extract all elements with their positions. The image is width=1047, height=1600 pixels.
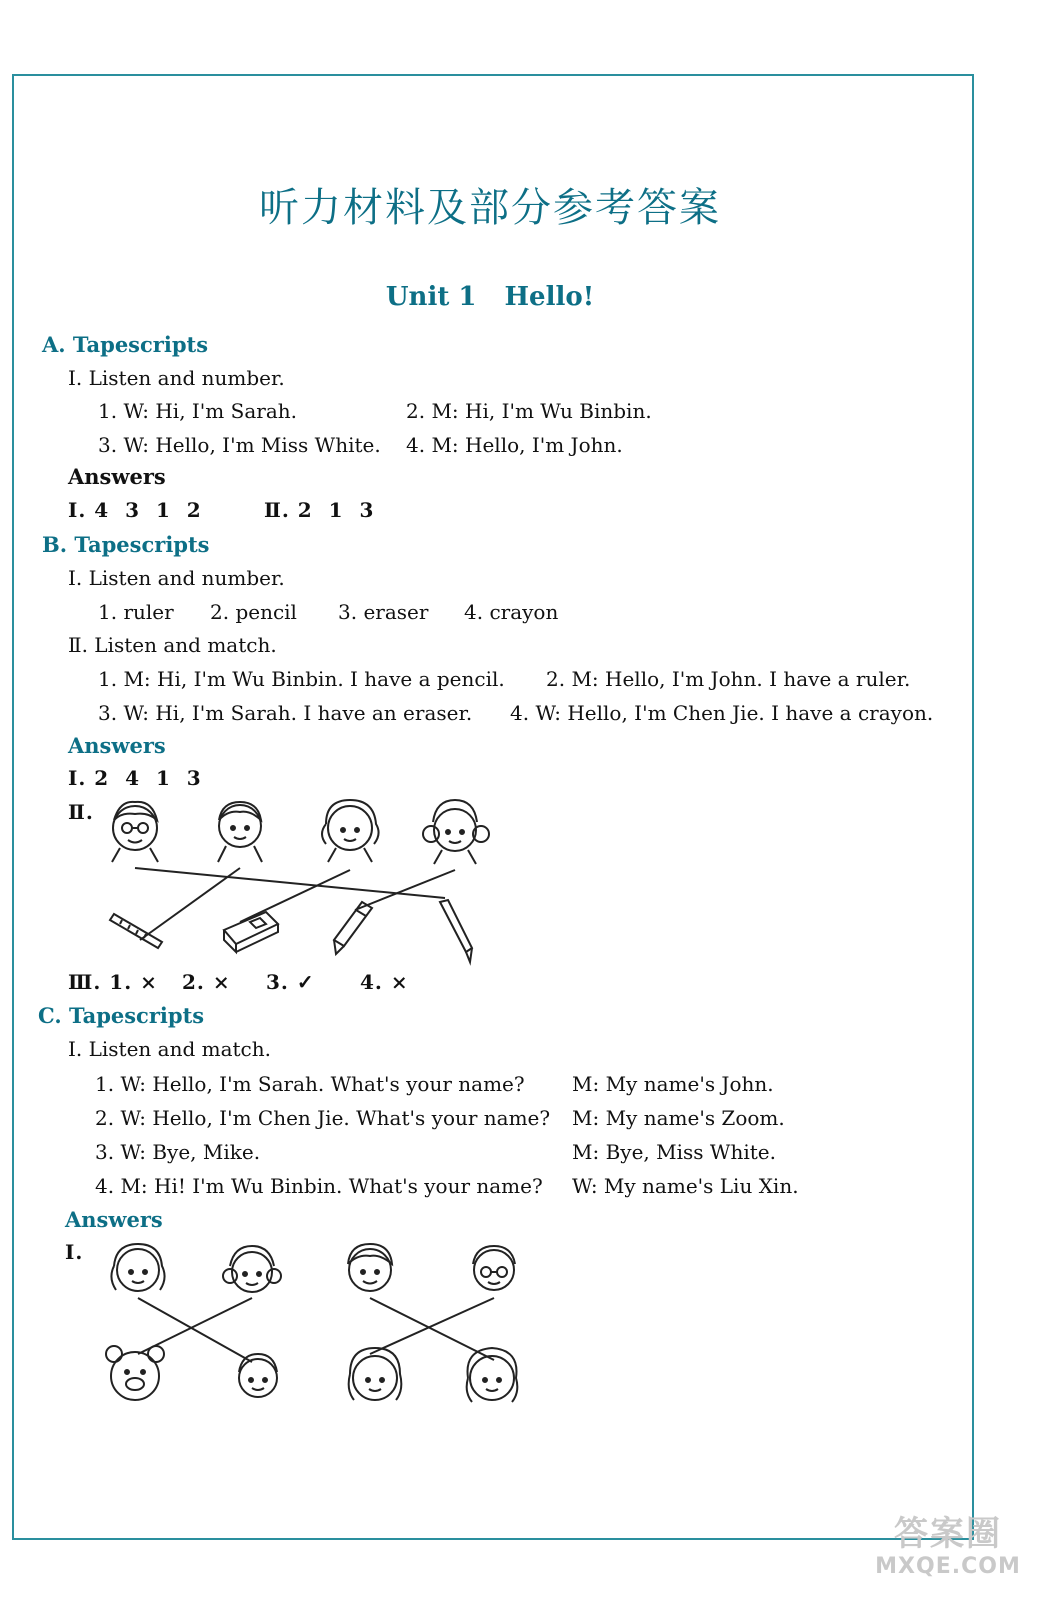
bear-zoom-face	[106, 1346, 164, 1400]
section-c-right-2: M: My name's Zoom.	[572, 1106, 785, 1130]
section-b-answer-1: Ⅰ. 2 4 1 3	[68, 766, 202, 790]
girl-buns-face	[423, 800, 489, 864]
section-b-answer-2-label: Ⅱ.	[68, 800, 94, 824]
section-a-answers-label: Answers	[68, 464, 166, 489]
section-b-line-2: 2. M: Hello, I'm John. I have a ruler.	[546, 667, 911, 691]
girl-sarah-face	[111, 1244, 164, 1291]
section-c-left-4: 4. M: Hi! I'm Wu Binbin. What's your name?	[95, 1174, 543, 1198]
section-b-item-2: 2. pencil	[210, 600, 297, 624]
section-c-left-3: 3. W: Bye, Mike.	[95, 1140, 261, 1164]
section-b-matching-illustration	[100, 790, 520, 970]
watermark-line-2: MXQE.COM	[875, 1554, 1021, 1579]
section-b-answers-label: Answers	[68, 733, 166, 758]
girl-liuxin-face	[467, 1348, 518, 1402]
watermark-line-1: 答案圈	[894, 1514, 1002, 1554]
section-a-line-1: 1. W: Hi, I'm Sarah.	[98, 399, 297, 423]
section-a-line-4: 4. M: Hello, I'm John.	[406, 433, 623, 457]
unit-name: Hello!	[504, 282, 595, 312]
section-c-left-2: 2. W: Hello, I'm Chen Jie. What's your name?	[95, 1106, 551, 1130]
section-c-heading: C. Tapescripts	[38, 1003, 205, 1028]
section-a-answer-1: Ⅰ. 4 3 1 2	[68, 498, 202, 522]
boy-binbin-face	[473, 1246, 515, 1290]
crayon-icon	[334, 902, 372, 954]
section-c-right-1: M: My name's John.	[572, 1072, 774, 1096]
match-line-3	[240, 870, 350, 922]
section-b-item-1: 1. ruler	[98, 600, 174, 624]
section-c-matching-illustration	[100, 1238, 530, 1413]
section-c-part1-label: Ⅰ. Listen and match.	[68, 1037, 271, 1061]
match-line-c-1	[138, 1298, 252, 1362]
section-a-line-2: 2. M: Hi, I'm Wu Binbin.	[406, 399, 652, 423]
section-a-line-3: 3. W: Hello, I'm Miss White.	[98, 433, 381, 457]
unit-heading	[0, 282, 980, 312]
section-b-item-4: 4. crayon	[464, 600, 559, 624]
section-b-part1-label: Ⅰ. Listen and number.	[68, 566, 285, 590]
section-c-right-4: W: My name's Liu Xin.	[572, 1174, 799, 1198]
boy-face	[218, 802, 262, 862]
section-c-answers-label: Answers	[65, 1207, 163, 1232]
watermark	[863, 1514, 1033, 1594]
section-c-right-3: M: Bye, Miss White.	[572, 1140, 776, 1164]
section-b-item-3: 3. eraser	[338, 600, 429, 624]
section-a-heading: A. Tapescripts	[42, 332, 209, 357]
section-b-part2-label: Ⅱ. Listen and match.	[68, 633, 277, 657]
unit-number: Unit 1	[385, 282, 477, 312]
eraser-icon	[224, 912, 278, 952]
section-b-answer-3-item-2: 2. ×	[182, 970, 231, 994]
girl-face	[322, 800, 379, 862]
section-b-answer-3-item-3: 3. ✓	[266, 970, 315, 994]
section-c-answer-1-label: Ⅰ.	[65, 1240, 84, 1264]
section-b-line-3: 3. W: Hi, I'm Sarah. I have an eraser.	[98, 701, 473, 725]
section-b-answer-3-item-4: 4. ×	[360, 970, 409, 994]
woman-misswhite-face	[349, 1348, 402, 1400]
section-b-line-1: 1. M: Hi, I'm Wu Binbin. I have a pencil.	[98, 667, 505, 691]
boy-john-face	[239, 1354, 277, 1397]
pencil-icon	[440, 900, 472, 962]
section-a-answer-2: Ⅱ. 2 1 3	[264, 498, 375, 522]
section-b-line-4: 4. W: Hello, I'm Chen Jie. I have a crayon.	[510, 701, 934, 725]
boy-mike-face	[348, 1244, 392, 1291]
section-b-answer-3-item-1: Ⅲ. 1. ×	[68, 970, 158, 994]
section-a-part1-label: Ⅰ. Listen and number.	[68, 366, 285, 390]
girl-chenjie-face	[223, 1246, 281, 1292]
page-title: 听力材料及部分参考答案	[259, 185, 721, 231]
boy-glasses-face	[112, 802, 158, 862]
section-c-left-1: 1. W: Hello, I'm Sarah. What's your name?	[95, 1072, 525, 1096]
section-b-heading: B. Tapescripts	[42, 532, 210, 557]
